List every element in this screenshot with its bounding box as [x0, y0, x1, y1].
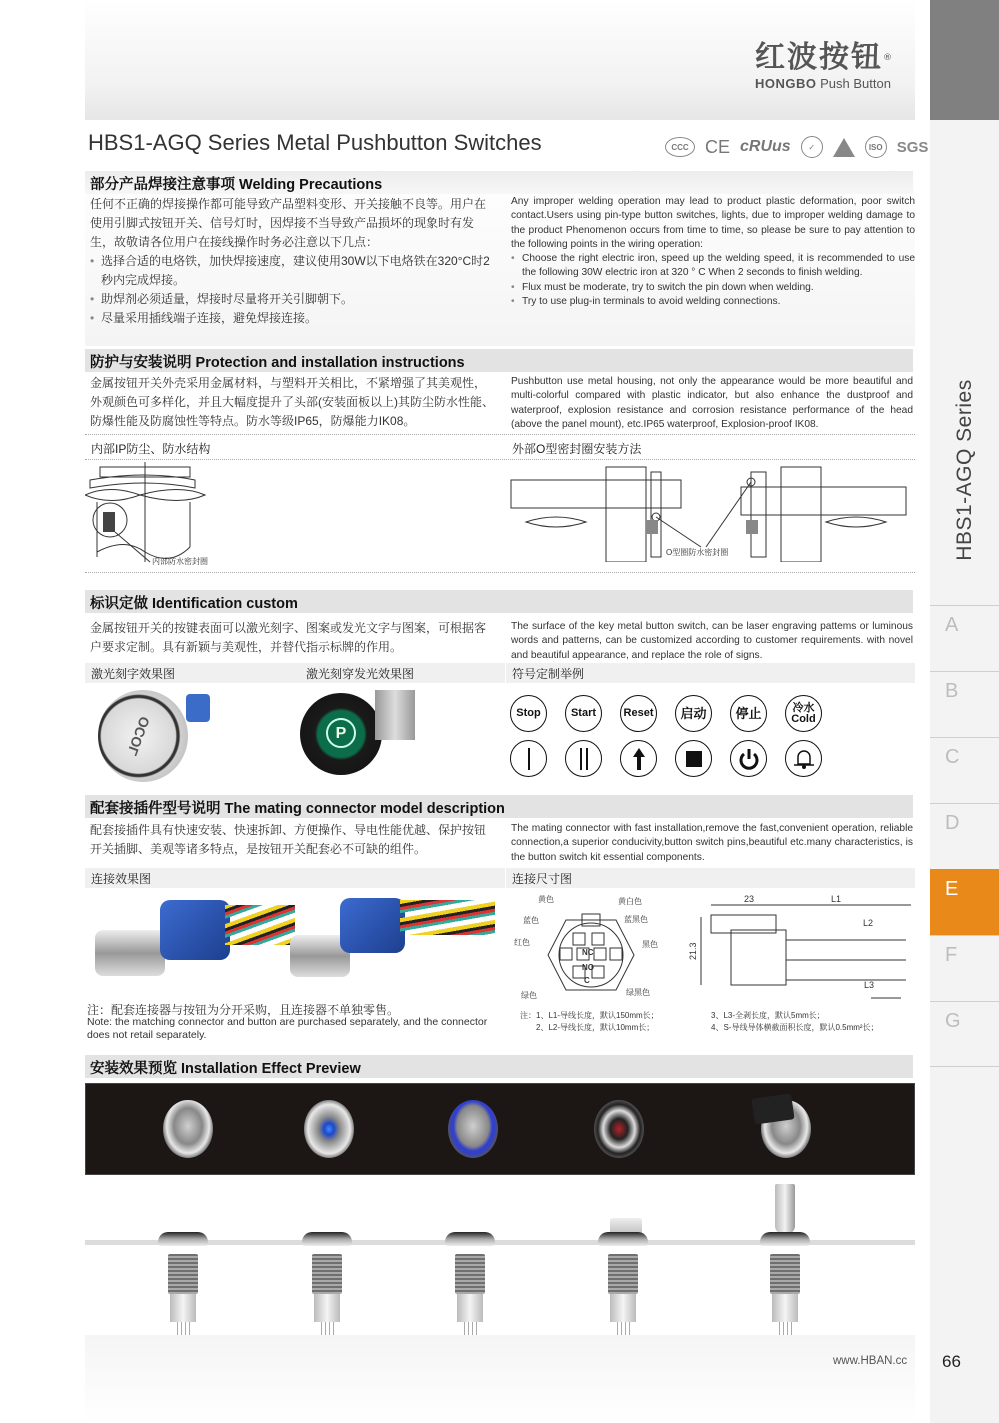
svg-text:21.3: 21.3 [688, 942, 698, 960]
connector-note-cn: 注：配套连接器与按钮为分开采购，且连接器不单独零售。 [87, 1003, 400, 1017]
double-line-icon [565, 740, 602, 777]
welding-cn: 任何不正确的焊接操作都可能导致产品塑料变形、开关接触不良等。用户在使用引脚式按钮开关、信号灯时，因焊接不当导致产品损坏的现象时有发生，故敬请各位用户在接线操作时务必注意以下几点： • 选择合适的电烙铁，加快焊接速度，建议使用30W以下电烙铁在320°C时2秒内完成焊接。 • 助焊剂必须适量，焊接时尽量将开关引脚朝下。 • 尽量采用插线端子连接，避免焊接连接。 [90, 195, 490, 328]
wires-photo-2 [400, 900, 495, 935]
internal-structure-label: 内部IP防尘、防水结构 [91, 442, 211, 456]
sidebar-tab-d[interactable]: D [930, 803, 999, 869]
sidebar-tab-a[interactable]: A [930, 605, 999, 671]
installation-front-view-band [85, 1083, 915, 1175]
svg-text:L2: L2 [863, 918, 874, 928]
red-key-button-photo [594, 1100, 644, 1158]
svg-text:内部防水密封圈: 内部防水密封圈 [152, 557, 208, 566]
triangle-mark-icon [833, 138, 855, 157]
up-arrow-icon [620, 740, 657, 777]
brand-name-en: HONGBO [755, 76, 817, 91]
internal-seal-diagram [85, 462, 505, 572]
blue-ring-button-photo [448, 1100, 498, 1158]
start-symbol: Start [565, 695, 602, 732]
connection-dimension-label: 连接尺寸图 [506, 868, 915, 888]
connector-photo-2 [340, 898, 405, 953]
side-view-switch-4 [598, 1232, 648, 1342]
wires-photo-1 [225, 905, 295, 945]
stop-cn-symbol: 停止 [730, 695, 767, 732]
laser-engraving-label: 激光刻字效果图 [85, 663, 505, 683]
connector-cn: 配套接插件具有快速安装、快速拆卸、方便操作、导电性能优越、保护按钮开关插脚、美观等诸多特点，是按钮开关配套必不可缺的组件。 [90, 823, 487, 856]
svg-text:L3: L3 [864, 980, 875, 990]
svg-text:黄色: 黄色 [538, 895, 554, 904]
reset-symbol: Reset [620, 695, 657, 732]
oring-method-label: 外部O型密封圈安装方法 [512, 442, 642, 456]
bell-icon [785, 740, 822, 777]
side-view-switch-2 [302, 1232, 352, 1342]
svg-text:2、L2-导线长度，默认10mm长；: 2、L2-导线长度，默认10mm长； [536, 1023, 655, 1032]
brand-name-cn: 红波按钮 [755, 40, 883, 75]
parking-p-icon: P [326, 718, 356, 748]
svg-text:3、L3-全剥长度，默认5mm长；: 3、L3-全剥长度，默认5mm长； [711, 1011, 825, 1020]
connector-note-en: Note: the matching connector and button are purchased separately, and the connector does not retail separately. [87, 1016, 488, 1041]
welding-heading: 部分产品焊接注意事项 Welding Precautions [85, 171, 913, 194]
ce-icon: CE [705, 136, 731, 157]
sidebar-tab-b[interactable]: B [930, 671, 999, 737]
blue-terminal-photo [186, 694, 210, 722]
power-on-line-icon [510, 740, 547, 777]
sidebar-tab-e[interactable]: E [930, 869, 999, 935]
svg-text:蓝色: 蓝色 [523, 916, 539, 925]
sidebar-tab-c[interactable]: C [930, 737, 999, 803]
svg-text:NC: NC [582, 948, 594, 957]
cold-water-symbol: 冷水 Cold [785, 695, 822, 732]
symbol-examples-label: 符号定制举例 [506, 663, 915, 683]
svg-text:NO: NO [582, 963, 594, 972]
page-title: HBS1-AGQ Series Metal Pushbutton Switches [88, 130, 542, 155]
power-icon [730, 740, 767, 777]
rohs-icon: ✓ [801, 136, 823, 158]
brand-logo: 红波按钮® HONGBO Push Button [755, 40, 894, 91]
svg-text:绿黑色: 绿黑色 [626, 988, 650, 997]
protection-en: Pushbutton use metal housing, not only the appearance would be more beautiful and multi-colorful compared with plastic indicator, but also enhance the dustproof and waterproof, explosion resistance and corrosion resistance performance of the head (above the panel mount), etc.IP65 waterproof, Explosion-proof IK08. [511, 376, 913, 430]
connector-en: The mating connector with fast installation,remove the fast,convenient operation, reliable connection,a superior conducivity,button switch pins,beautiful etc.many characteristics, is the button switch kit essential components. [511, 823, 913, 863]
side-view-switch-1 [158, 1232, 208, 1342]
iso-icon: ISO [865, 136, 887, 158]
illuminated-button-photo [300, 693, 382, 775]
divider [85, 459, 915, 460]
page-number: 66 [942, 1352, 961, 1371]
svg-text:红色: 红色 [514, 938, 530, 947]
flat-metal-button-photo [163, 1100, 213, 1158]
stop-square-icon [675, 740, 712, 777]
svg-text:L1: L1 [831, 894, 842, 904]
symbol-examples [510, 695, 840, 777]
side-view-switch-3 [445, 1232, 495, 1342]
connector-heading: 配套接插件型号说明 The mating connector model description [85, 795, 913, 818]
side-view-switch-5 [760, 1232, 810, 1342]
protection-heading: 防护与安装说明 Protection and installation instructions [85, 349, 913, 372]
sidebar-series-label: HBS1-AGQ Series [952, 379, 976, 561]
stop-symbol: Stop [510, 695, 547, 732]
key-lever-photo [775, 1184, 795, 1234]
svg-text:蓝黑色: 蓝黑色 [624, 915, 648, 924]
svg-text:C: C [584, 976, 590, 985]
svg-text:4、S-导线导体横截面积长度，默认0.5mm²长；: 4、S-导线导体横截面积长度，默认0.5mm²长； [711, 1023, 879, 1032]
divider [85, 572, 915, 573]
start-cn-symbol: 启动 [675, 695, 712, 732]
sgs-icon: SGS [896, 138, 929, 156]
key-switch-photo [761, 1100, 811, 1158]
key-icon [751, 1093, 794, 1124]
svg-text:黑色: 黑色 [642, 940, 658, 949]
svg-text:注：1、L1-导线长度，默认150mm长；: 注：1、L1-导线长度，默认150mm长； [520, 1011, 659, 1020]
ccc-icon: CCC [665, 137, 695, 157]
connected-switch-photo-1 [95, 930, 165, 976]
installation-heading: 安装效果预览 Installation Effect Preview [85, 1055, 913, 1078]
blue-dot-button-photo [304, 1100, 354, 1158]
welding-en: Any improper welding operation may lead to product plastic deformation, poor switch contact.Users using pin-type button switches, lights, due to improper welding damage to the product Phenomenon occurs from time to time, so please be sure to pay attention to the following points in the wiring operation: • Choose the right electric iron, speed up the welding speed, it is recommended to use the following 30W electric iron at 320 ° C When 2 seconds to finish welding. • Flux must be moderate, try to switch the pin down when welding. • Try to use plug-in terminals to avoid welding connections. [511, 195, 915, 309]
identification-heading: 标识定做 Identification custom [85, 590, 913, 613]
ul-icon: cRUus [740, 138, 791, 155]
switch-body-photo [375, 690, 415, 740]
sidebar-tab-f[interactable]: F [930, 935, 999, 1001]
sidebar-tab-g[interactable]: G [930, 1001, 999, 1067]
certification-logos [665, 136, 928, 158]
laser-through-label: 激光刻穿发光效果图 [300, 663, 505, 683]
svg-text:O型圈防水密封圈: O型圈防水密封圈 [666, 548, 729, 557]
footer-band [85, 1335, 915, 1423]
svg-text:绿色: 绿色 [521, 991, 537, 1000]
protection-cn: 金属按钮开关外壳采用金属材料，与塑料开关相比，不紧增强了其美观性，外观颜色可多样化，并且大幅度提升了头部(安装面板以上)其防尘防水性能、防爆性能及防腐蚀性等特点。防水等级IP65，防爆能力IK08。 [90, 376, 494, 428]
sidebar-top-block [930, 0, 999, 120]
laser-engraved-button-photo: OCOL [98, 690, 188, 782]
connector-photo-1 [160, 900, 230, 960]
connector-dimension-diagram [506, 890, 916, 1040]
website-link[interactable]: www.HBAN.cc [833, 1355, 908, 1367]
svg-text:黄白色: 黄白色 [618, 897, 642, 906]
oring-install-diagram [506, 462, 916, 562]
connection-effect-label: 连接效果图 [85, 868, 505, 888]
identification-en: The surface of the key metal button switch, can be laser engraving pattems or luminous words and patterns, can be customized according to customer requirements. with novel and beautiful appearance, and replace the role of signs. [511, 621, 913, 661]
svg-text:23: 23 [744, 894, 755, 904]
identification-cn: 金属按钮开关的按键表面可以激光刻字、图案或发光文字与图案，可根据客户要求定制。具有新颖与美观性，并替代指示标牌的作用。 [90, 621, 487, 654]
divider [85, 434, 915, 435]
